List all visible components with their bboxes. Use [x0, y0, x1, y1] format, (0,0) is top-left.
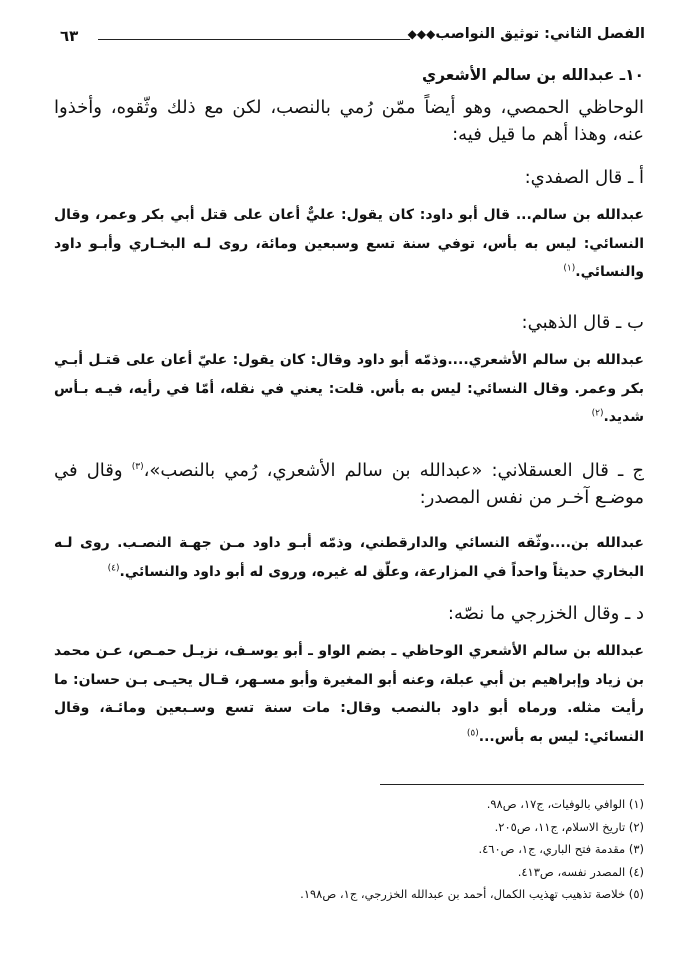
footnote-ref: (٢) — [591, 408, 604, 419]
footnote: (٤) المصدر نفسه، ص٤١٣. — [517, 864, 644, 879]
footnote-ref: (٣) — [131, 462, 144, 472]
footnote: (٥) خلاصة تذهيب تهذيب الكمال، أحمد بن عبدالله الخزرجي، ج١، ص١٩٨. — [300, 887, 644, 901]
item-d-heading: د ـ وقال الخزرجي ما نصّه: — [447, 603, 644, 624]
footnote-ref: (٥) — [466, 728, 479, 739]
item-d-quote: عبدالله بن سالم الأشعري الوحاظي ـ بضم الواو ـ أبو يوسـف، نزيـل حمـص، عـن محمد بن زياد وإبراهيم بن أبي عبلة، وعنه أبو المغيرة وأبو مسـهر، قـال يحيـى بـن حسان: ما رأيت مثله. ورماه أبو داود بالنصب وقال: مات سنة تسع وسـبعين ومائـة، وقال النسائي: ليس به بأس...$^{(٥)}$ — [54, 643, 644, 746]
diamond-ornament-icon: ◆◆◆ — [407, 27, 436, 41]
chapter-title: الفصل الثاني: توثيق النواصب◆◆◆ — [407, 26, 645, 42]
intro-paragraph: الوحاظي الحمصي، وهو أيضاً ممّن رُمي بالنصب، لكن مع ذلك وثّقوه، وأخذوا عنه، وهذا أهم ما قيل فيه: — [54, 97, 644, 145]
footnote-ref: (١) — [563, 263, 576, 274]
item-c-heading: ج ـ قال العسقلاني: «عبدالله بن سالم الأشعري، رُمي بالنصب»،$^{(٣)}$ وقال في موضـع آخـر من نفس المصدر: — [54, 460, 644, 508]
item-b-quote: عبدالله بن سالم الأشعري....وذمّه أبو داود وقال: كان يقول: عليّ أعان على قتـل أبـي بكر وعمر. وقال النسائي: ليس به بأس. قلت: يعني في نقله، أمّا في رأيه، فيـه بـأس شديد.$^{(٢)}$ — [54, 352, 644, 426]
footnote: (٣) مقدمة فتح الباري، ج١، ص٤٦٠. — [478, 842, 644, 856]
footnote-ref: (٤) — [107, 563, 120, 574]
footnote: (٢) تاريخ الاسلام، ج١١، ص٢٠٥. — [494, 819, 644, 834]
footnotes — [60, 793, 644, 906]
footnote: (١) الوافي بالوفيات، ج١٧، ص٩٨. — [486, 797, 644, 811]
item-a-quote: عبدالله بن سالم... قال أبو داود: كان يقول: عليٌّ أعان على قتل أبي بكر وعمر، وقال النسائي: ليس به بأس، توفي سنة تسع وسبعين ومائة، روى لـه البخـاري وأبـو داود والنسائي.$^{(١)}$ — [54, 207, 644, 281]
section-title: ١٠ـ عبدالله بن سالم الأشعري — [421, 66, 644, 84]
running-header — [60, 26, 645, 50]
footnote-separator — [380, 784, 644, 785]
item-a-heading: أ ـ قال الصفدي: — [524, 167, 644, 188]
item-c-quote: عبدالله بن....وثّقه النسائي والدارقطني، وذمّه أبـو داود مـن جهـة النصـب. روى لـه البخاري حديثاً واحداً في المزارعة، وعلّق له غيره، وروى له أبو داود والنسائي.$^{(٤)}$ — [54, 535, 644, 580]
header-rule — [98, 39, 410, 40]
page-number: ٦٣ — [60, 27, 79, 45]
item-b-heading: ب ـ قال الذهبي: — [521, 312, 644, 333]
